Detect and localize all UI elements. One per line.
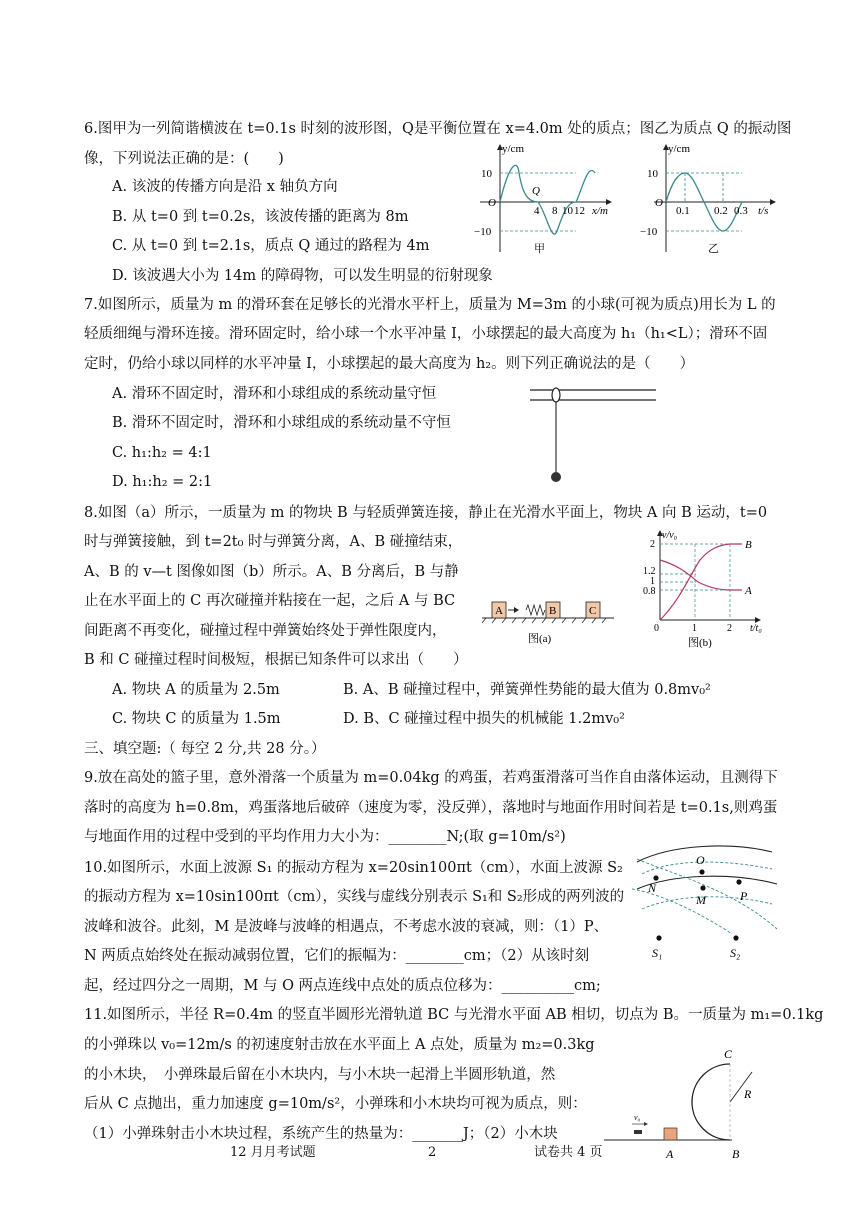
fig-b-ytick-2: 2 bbox=[650, 539, 655, 550]
q7-stem-line2: 轻质细绳与滑环连接。滑环固定时，给小球一个水平冲量 I，小球摆起的最大高度为 h₁（h₁<L）；滑环不固 bbox=[84, 326, 768, 342]
jia-xlabel: x/m bbox=[592, 205, 608, 217]
yi-xtick-0.3: 0.3 bbox=[734, 205, 748, 217]
q11-line3: 的小木块， 小弹珠最后留在小木块内，与小木块一起滑上半圆形轨道，然 bbox=[84, 1067, 556, 1083]
yi-origin: O bbox=[655, 197, 663, 209]
yi-xtick-0.2: 0.2 bbox=[714, 205, 728, 217]
fig-b-ytick-0.8: 0.8 bbox=[643, 586, 656, 597]
q8-stem-line1: 8.如图（a）所示，一质量为 m 的物块 B 与轻质弹簧连接，静止在光滑水平面上，物块 A 向 B 运动，t=0 bbox=[84, 505, 768, 521]
q7-stem-line3: 定时，仍给小球以同样的水平冲量 I，小球摆起的最大高度为 h₂。则下列正确说法的是（ ） bbox=[84, 356, 695, 372]
q8-stem-line6: B 和 C 碰撞过程时间极短，根据已知条件可以求出（ ） bbox=[84, 652, 468, 668]
q10-line4: N 两质点始终处在振动减弱位置，它们的振幅为：________cm；（2）从该时刻 bbox=[84, 948, 590, 964]
point-o-label: O bbox=[696, 853, 705, 867]
jia-ytick-pos: 10 bbox=[481, 168, 492, 180]
yi-xlabel: t/s bbox=[758, 205, 769, 217]
q9-line1: 9.放在高处的篮子里，意外滑落一个质量为 m=0.04kg 的鸡蛋，若鸡蛋滑落可当作自由落体运动，且测得下 bbox=[84, 770, 778, 786]
q6-figure-jia bbox=[466, 142, 616, 254]
fig-b-ytick-1: 1 bbox=[650, 576, 655, 587]
wood-block bbox=[664, 1128, 677, 1140]
jia-caption: 甲 bbox=[534, 243, 545, 255]
q8-option-d: D. B、C 碰撞过程中损失的机械能 1.2mv₀² bbox=[343, 711, 625, 727]
fig-b-curve-b-label: B bbox=[745, 539, 752, 551]
yi-ylabel: y/cm bbox=[668, 143, 690, 155]
q7-pendulum-figure bbox=[530, 386, 660, 486]
yi-xtick-0.1: 0.1 bbox=[676, 205, 690, 217]
q10-wave-figure bbox=[632, 834, 782, 964]
q6-option-a: A. 该波的传播方向是沿 x 轴负方向 bbox=[112, 179, 338, 195]
point-p-label: P bbox=[740, 889, 748, 903]
q8-option-b: B. A、B 碰撞过程中，弹簧弹性势能的最大值为 0.8mv₀² bbox=[343, 682, 711, 698]
block-a-label: A bbox=[495, 605, 503, 617]
jia-ytick-neg: −10 bbox=[474, 226, 492, 238]
jia-xtick-12: 12 bbox=[574, 205, 585, 217]
fig-b-xlabel: t/t₀ bbox=[750, 623, 762, 634]
q10-line2: 的振动方程为 x=10sin100πt（cm），实线与虚线分别表示 S₁和 S₂形成的两列波的 bbox=[84, 889, 625, 905]
point-c-label: C bbox=[724, 1047, 733, 1061]
jia-point-q: Q bbox=[532, 185, 540, 197]
q7-option-a: A. 滑环不固定时，滑环和小球组成的系统动量守恒 bbox=[112, 386, 437, 402]
q11-line1: 11.如图所示，半径 R=0.4m 的竖直半圆形光滑轨道 BC 与光滑水平面 AB 相切，切点为 B。一质量为 m₁=0.1kg bbox=[84, 1007, 824, 1023]
q7-option-c: C. h₁:h₂ = 4:1 bbox=[112, 445, 212, 461]
q11-line2: 的小弹珠以 v₀=12m/s 的初速度射击放在水平面上 A 点处，质量为 m₂=0.3kg bbox=[84, 1037, 595, 1053]
yi-ytick-pos: 10 bbox=[647, 168, 658, 180]
q8-stem-line5: 间距离不再变化，碰撞过程中弹簧始终处于弹性限度内， bbox=[84, 623, 447, 639]
point-b-label: B bbox=[732, 1147, 740, 1161]
yi-caption: 乙 bbox=[708, 243, 719, 255]
wave-curve-jia bbox=[500, 165, 595, 234]
q11-line5: （1）小弹珠射击小木块过程，系统产生的热量为：_______J；（2）小木块 bbox=[84, 1126, 558, 1142]
ball bbox=[551, 472, 561, 482]
footer-exam-name: 12 月月考试题 bbox=[230, 1145, 316, 1160]
q8-stem-line4: 止在水平面上的 C 再次碰撞并粘接在一起，之后 A 与 BC bbox=[84, 593, 456, 609]
point-n-label: N bbox=[648, 881, 657, 895]
fig-b-xtick-2: 2 bbox=[727, 623, 732, 634]
jia-xtick-8: 8 bbox=[552, 205, 558, 217]
q8-figure-a bbox=[482, 596, 617, 651]
fig-a-caption: 图(a) bbox=[528, 633, 552, 645]
q6-figure-yi bbox=[640, 142, 790, 254]
block-b-label: B bbox=[549, 605, 557, 617]
q11-line4: 后从 C 点抛出，重力加速度 g=10m/s²，小弹珠和小木块均可视为质点，则： bbox=[84, 1096, 587, 1112]
fig-b-caption: 图(b) bbox=[688, 637, 712, 649]
sliding-ring bbox=[552, 388, 560, 402]
q6-option-b: B. 从 t=0 到 t=0.2s，该波传播的距离为 8m bbox=[112, 209, 409, 225]
q10-line3: 波峰和波谷。此刻，M 是波峰与波峰的相遇点，不考虑水波的衰减，则：（1）P、 bbox=[84, 919, 609, 935]
radius-r-label: R bbox=[744, 1087, 752, 1101]
q6-stem-line1: 6.图甲为一列简谐横波在 t=0.1s 时刻的波形图，Q是平衡位置在 x=4.0m 处的质点；图乙为质点 Q 的振动图 bbox=[84, 121, 792, 137]
q11-track-figure bbox=[604, 1040, 794, 1164]
q10-line1: 10.如图所示，水面上波源 S₁ 的振动方程为 x=20sin100πt（cm），水面上波源 S₂ bbox=[84, 860, 623, 876]
q8-option-c: C. 物块 C 的质量为 1.5m bbox=[112, 711, 281, 727]
q9-line2: 落时的高度为 h=0.8m，鸡蛋落地后破碎（速度为零，没反弹），落地时与地面作用时间若是 t=0.1s,则鸡蛋 bbox=[84, 800, 778, 816]
fig-b-curve-a-label: A bbox=[745, 585, 752, 597]
fig-b-xtick-1: 1 bbox=[692, 623, 697, 634]
q10-line5: 起，经过四分之一周期，M 与 O 两点连线中点处的质点位移为：__________cm; bbox=[84, 978, 601, 994]
fig-b-xtick-0: 0 bbox=[654, 623, 659, 634]
jia-xtick-4: 4 bbox=[534, 205, 540, 217]
q8-stem-line3: A、B 的 v—t 图像如图（b）所示。A、B 分离后，B 与静 bbox=[84, 564, 459, 580]
source-s2-label: S₂ bbox=[730, 946, 741, 960]
jia-xtick-10: 10 bbox=[562, 205, 573, 217]
block-c-label: C bbox=[589, 605, 597, 617]
q8-figure-b bbox=[640, 530, 775, 650]
velocity-label: v₀ bbox=[634, 1113, 641, 1122]
q8-option-a: A. 物块 A 的质量为 2.5m bbox=[112, 682, 280, 698]
point-a-label: A bbox=[666, 1147, 674, 1161]
q7-stem-line1: 7.如图所示，质量为 m 的滑环套在足够长的光滑水平杆上，质量为 M=3m 的小球(可视为质点)用长为 L 的 bbox=[84, 297, 776, 313]
q6-option-d: D. 该波遇大小为 14m 的障碍物，可以发生明显的衍射现象 bbox=[112, 268, 493, 284]
footer-total-pages: 试卷共 4 页 bbox=[534, 1145, 603, 1160]
spring bbox=[526, 605, 545, 615]
bullet bbox=[634, 1130, 642, 1134]
jia-origin: O bbox=[488, 197, 496, 209]
jia-ylabel: y/cm bbox=[502, 143, 524, 155]
q6-option-c: C. 从 t=0 到 t=2.1s，质点 Q 通过的路程为 4m bbox=[112, 238, 430, 254]
q6-stem-line2: 像，下列说法正确的是：( ) bbox=[84, 151, 284, 167]
point-m-label: M bbox=[696, 893, 706, 907]
source-s1-label: S₁ bbox=[652, 946, 663, 960]
fig-b-ylabel: v/v₀ bbox=[662, 530, 678, 541]
q9-line3: 与地面作用的过程中受到的平均作用力大小为：________N;(取 g=10m/s²) bbox=[84, 829, 566, 845]
footer-page-number: 2 bbox=[428, 1145, 437, 1160]
q7-option-b: B. 滑环不固定时，滑环和小球组成的系统动量不守恒 bbox=[112, 415, 451, 431]
section-3-heading: 三、填空题:（ 每空 2 分,共 28 分。） bbox=[84, 741, 326, 757]
yi-ytick-neg: −10 bbox=[640, 226, 658, 238]
q8-stem-line2: 时与弹簧接触，到 t=2t₀ 时与弹簧分离，A、B 碰撞结束， bbox=[84, 534, 463, 550]
q7-option-d: D. h₁:h₂ = 2:1 bbox=[112, 474, 213, 490]
fig-b-ytick-1.2: 1.2 bbox=[643, 566, 656, 577]
